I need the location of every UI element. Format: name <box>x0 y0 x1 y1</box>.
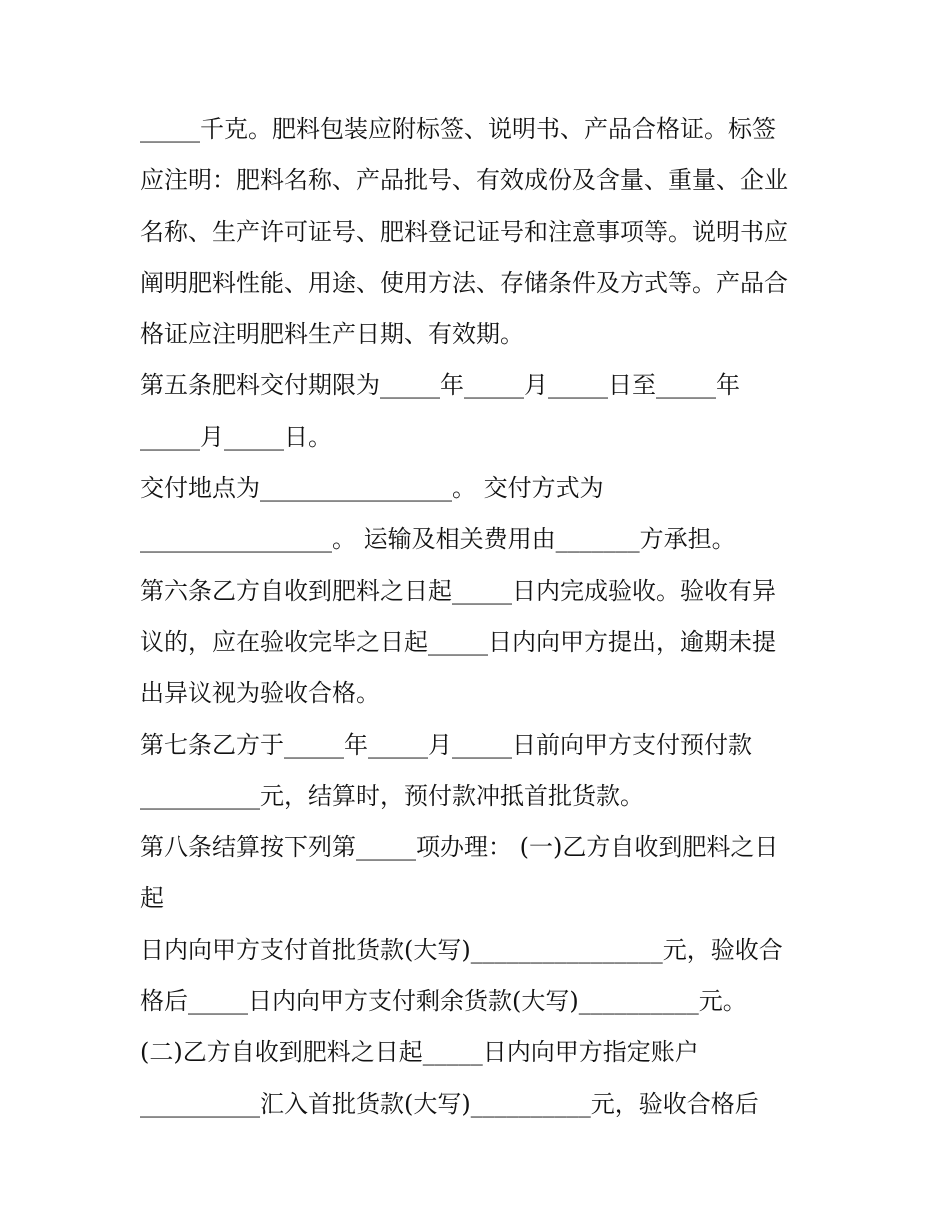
text-line: _____月_____日。 <box>140 422 332 451</box>
text-line: 名称、生产许可证号、肥料登记证号和注意事项等。说明书应 <box>140 217 788 246</box>
text-line: 第六条乙方自收到肥料之日起_____日内完成验收。验收有异 <box>140 576 776 605</box>
text-line: 阐明肥料性能、用途、使用方法、存储条件及方式等。产品合 <box>140 268 788 297</box>
text-line: 出异议视为验收合格。 <box>140 679 380 708</box>
text-line: 第八条结算按下列第_____项办理： (一)乙方自收到肥料之日 <box>140 833 779 862</box>
text-line: 日内向甲方支付首批货款(大写)________________元，验收合 <box>140 935 783 964</box>
contract-text <box>140 104 820 1130</box>
text-line: 第七条乙方于_____年_____月_____日前向甲方支付预付款 <box>140 730 752 759</box>
text-line: 交付地点为________________。 交付方式为 <box>140 474 604 503</box>
text-line: 格后_____日内向甲方支付剩余货款(大写)__________元。 <box>140 987 747 1016</box>
text-line: __________汇入首批货款(大写)__________元，验收合格后 <box>140 1089 759 1118</box>
text-line: _____千克。肥料包装应附标签、说明书、产品合格证。标签 <box>140 115 776 143</box>
text-line: 格证应注明肥料生产日期、有效期。 <box>140 320 524 349</box>
text-line: 起 <box>140 884 164 913</box>
text-line: 议的，应在验收完毕之日起_____日内向甲方提出，逾期未提 <box>140 627 776 656</box>
text-line: 应注明：肥料名称、产品批号、有效成份及含量、重量、企业 <box>140 166 788 195</box>
text-line: (二)乙方自收到肥料之日起_____日内向甲方指定账户 <box>140 1038 699 1067</box>
text-line: ________________。 运输及相关费用由_______方承担。 <box>140 525 736 554</box>
text-line: 第五条肥料交付期限为_____年_____月_____日至_____年 <box>140 371 740 400</box>
text-line: __________元，结算时，预付款冲抵首批货款。 <box>140 781 644 810</box>
